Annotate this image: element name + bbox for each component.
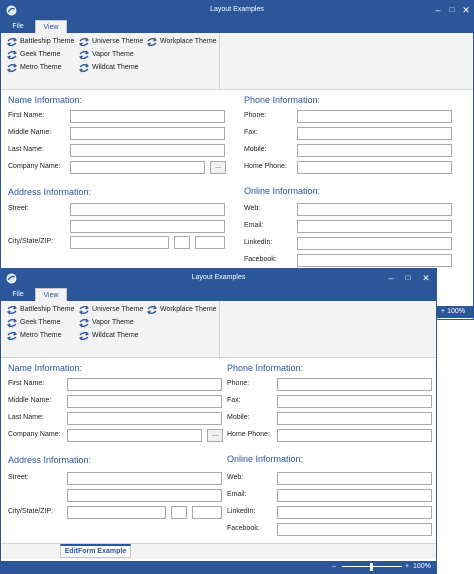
web-label: Web: <box>227 474 244 481</box>
city-state-zip-label: City/State/ZIP: <box>8 238 54 245</box>
company-name-input[interactable] <box>70 161 205 174</box>
ribbon <box>1 301 436 358</box>
theme-label: Battleship Theme <box>20 306 75 313</box>
theme-swap-icon <box>7 331 17 341</box>
theme-swap-icon <box>7 318 17 328</box>
ribbon <box>1 33 473 90</box>
mobile-input[interactable] <box>277 412 432 425</box>
company-name-label: Company Name: <box>8 163 61 170</box>
facebook-label: Facebook: <box>227 525 260 532</box>
theme-group <box>1 33 220 89</box>
state-input[interactable] <box>174 236 190 249</box>
state-input[interactable] <box>171 506 187 519</box>
facebook-label: Facebook: <box>244 256 277 263</box>
close-button[interactable]: ✕ <box>462 5 470 15</box>
theme-swap-icon <box>79 63 89 73</box>
web-input[interactable] <box>277 472 432 485</box>
last-name-input[interactable] <box>70 144 225 157</box>
email-input[interactable] <box>297 220 452 233</box>
window-title: Layout Examples <box>210 6 264 13</box>
online-section-title: Online Information: <box>227 454 304 464</box>
linkedin-input[interactable] <box>297 237 452 250</box>
street-line2-input[interactable] <box>67 489 222 502</box>
browse-company-button[interactable]: ... <box>210 161 226 174</box>
middle-name-input[interactable] <box>70 127 225 140</box>
maximize-button[interactable]: □ <box>449 5 455 14</box>
zoom-out-button[interactable]: – <box>332 563 336 570</box>
last-name-label: Last Name: <box>8 414 44 421</box>
theme-swap-icon <box>79 318 89 328</box>
theme-label: Workplace Theme <box>160 38 217 45</box>
title-bar[interactable] <box>1 1 473 20</box>
phone-label: Phone: <box>227 380 250 387</box>
street-label: Street: <box>8 474 29 481</box>
phone-input[interactable] <box>297 110 452 123</box>
home-phone-label: Home Phone: <box>244 163 287 170</box>
street-line1-input[interactable] <box>70 203 225 216</box>
fax-label: Fax: <box>227 397 241 404</box>
online-section-title: Online Information: <box>244 186 321 196</box>
address-section-title: Address Information: <box>8 187 92 197</box>
theme-swap-icon <box>79 50 89 60</box>
theme-swap-icon <box>79 305 89 315</box>
menu-bar <box>1 288 436 301</box>
menu-bar <box>1 20 473 33</box>
phone-section-title: Phone Information: <box>244 95 321 105</box>
theme-swap-icon <box>79 37 89 47</box>
linkedin-input[interactable] <box>277 506 432 519</box>
theme-label: Wildcat Theme <box>92 332 139 339</box>
name-section-title: Name Information: <box>8 363 83 373</box>
first-name-input[interactable] <box>67 378 222 391</box>
phone-label: Phone: <box>244 112 267 119</box>
fax-input[interactable] <box>277 395 432 408</box>
menu-view[interactable]: View <box>35 288 67 301</box>
street-line1-input[interactable] <box>67 472 222 485</box>
theme-swap-icon <box>79 331 89 341</box>
home-phone-input[interactable] <box>277 429 432 442</box>
theme-label: Vapor Theme <box>92 51 134 58</box>
street-line2-input[interactable] <box>70 220 225 233</box>
mobile-label: Mobile: <box>227 414 250 421</box>
menu-file[interactable]: File <box>12 291 24 298</box>
theme-swap-icon <box>7 305 17 315</box>
linkedin-label: LinkedIn: <box>227 508 256 515</box>
phone-input[interactable] <box>277 378 432 391</box>
fax-label: Fax: <box>244 129 258 136</box>
mobile-input[interactable] <box>297 144 452 157</box>
editform-example-tab[interactable]: EditForm Example <box>60 544 131 558</box>
theme-swap-icon <box>147 37 157 47</box>
facebook-input[interactable] <box>277 523 432 536</box>
zip-input[interactable] <box>195 236 225 249</box>
maximize-button[interactable]: □ <box>405 273 411 282</box>
theme-label: Metro Theme <box>20 332 62 339</box>
theme-swap-icon <box>7 63 17 73</box>
first-name-label: First Name: <box>8 112 45 119</box>
mobile-label: Mobile: <box>244 146 267 153</box>
web-label: Web: <box>244 205 261 212</box>
theme-label: Geek Theme <box>20 319 61 326</box>
theme-label: Geek Theme <box>20 51 61 58</box>
phone-section-title: Phone Information: <box>227 363 304 373</box>
company-name-label: Company Name: <box>8 431 61 438</box>
zoom-level: 100% <box>413 563 431 570</box>
zoom-slider-thumb[interactable] <box>370 563 373 571</box>
title-bar[interactable] <box>1 269 436 288</box>
layout-examples-window-front <box>0 268 437 574</box>
theme-label: Wildcat Theme <box>92 64 139 71</box>
browse-company-button[interactable]: ... <box>207 429 223 442</box>
close-button[interactable]: ✕ <box>422 273 430 283</box>
theme-label: Workplace Theme <box>160 306 217 313</box>
home-phone-label: Home Phone: <box>227 431 270 438</box>
window-title: Layout Examples <box>191 274 246 281</box>
middle-name-label: Middle Name: <box>8 397 52 404</box>
last-name-input[interactable] <box>67 412 222 425</box>
email-input[interactable] <box>277 489 432 502</box>
menu-view[interactable]: View <box>35 20 67 33</box>
facebook-input[interactable] <box>297 254 452 267</box>
middle-name-input[interactable] <box>67 395 222 408</box>
city-input[interactable] <box>67 506 166 519</box>
street-label: Street: <box>8 205 29 212</box>
zoom-in-button[interactable]: + <box>440 308 445 315</box>
home-phone-input[interactable] <box>297 161 452 174</box>
edit-form <box>1 358 436 541</box>
zoom-in-button[interactable]: + <box>405 563 410 570</box>
edit-form <box>1 90 473 270</box>
city-state-zip-label: City/State/ZIP: <box>8 508 54 515</box>
last-name-label: Last Name: <box>8 146 44 153</box>
company-name-input[interactable] <box>67 429 202 442</box>
first-name-input[interactable] <box>70 110 225 123</box>
web-input[interactable] <box>297 203 452 216</box>
status-bar <box>1 561 436 573</box>
theme-swap-icon <box>7 50 17 60</box>
zip-input[interactable] <box>192 506 222 519</box>
linkedin-label: LinkedIn: <box>244 239 273 246</box>
first-name-label: First Name: <box>8 380 45 387</box>
minimize-button[interactable]: – <box>435 5 441 15</box>
name-section-title: Name Information: <box>8 95 83 105</box>
theme-label: Universe Theme <box>92 38 144 45</box>
middle-name-label: Middle Name: <box>8 129 52 136</box>
menu-file[interactable]: File <box>12 23 24 30</box>
address-section-title: Address Information: <box>8 455 92 465</box>
theme-label: Metro Theme <box>20 64 62 71</box>
theme-label: Universe Theme <box>92 306 144 313</box>
theme-label: Battleship Theme <box>20 38 75 45</box>
theme-swap-icon <box>7 37 17 47</box>
fax-input[interactable] <box>297 127 452 140</box>
minimize-button[interactable]: – <box>388 273 394 283</box>
zoom-level: 100% <box>447 308 465 315</box>
email-label: Email: <box>244 222 264 229</box>
city-input[interactable] <box>70 236 169 249</box>
theme-swap-icon <box>147 305 157 315</box>
email-label: Email: <box>227 491 247 498</box>
theme-group <box>1 301 220 357</box>
theme-label: Vapor Theme <box>92 319 134 326</box>
